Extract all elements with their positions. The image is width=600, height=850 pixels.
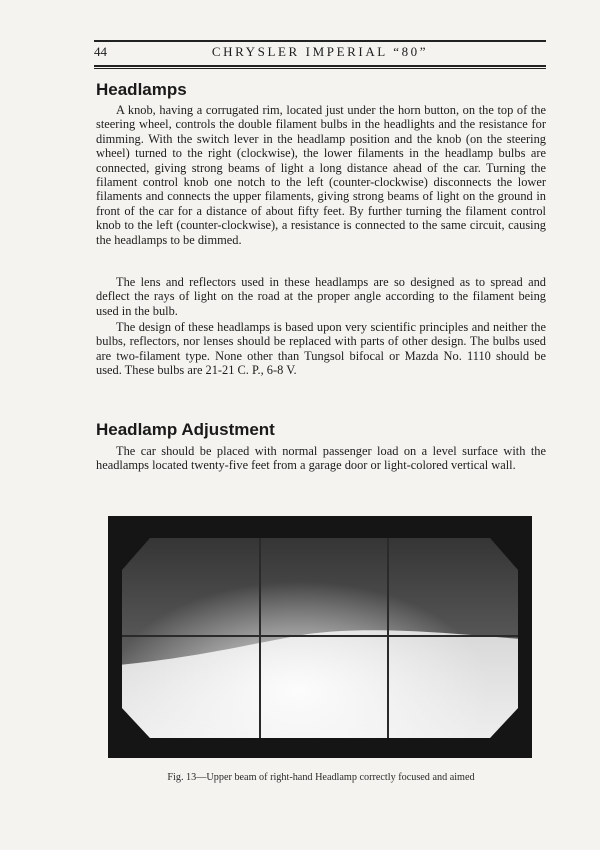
page-number: 44 [94, 44, 107, 59]
paragraph-knob-controls: A knob, having a corrugated rim, located just under the horn button, on the top of the steering wheel, controls the double filament bulbs in the headlights and the resistance for dimming. With the switch lever in the headlamp position and the knob (on the steering wheel) turned to the right (clockwise), the lower filaments in the headlamp bulbs are connected, giving strong beams of light a long distance ahead of the car. Turning the filament control knob one notch to the left (counter-clockwise) disconnects the lower filaments and connects the upper filaments, giving strong beams of light on the ground in front of the car for a distance of about fifty feet. By further turning the filament control knob to the left (counter-clockwise), a resistance is connected to the same circuit, causing the headlamps to be dimmed. [96, 103, 546, 247]
paragraph-car-placement: The car should be placed with normal passenger load on a level surface with the headlamps located twenty-five feet from a garage door or light-colored vertical wall. [96, 444, 546, 473]
header-rule-bottom-thin [94, 68, 546, 69]
headlamp-beam-photo [108, 516, 532, 758]
running-title: CHRYSLER IMPERIAL “80” [211, 44, 429, 59]
figure-caption: Fig. 13—Upper beam of right-hand Headlamp correctly focused and aimed [167, 772, 475, 783]
header-rule-bottom [94, 65, 546, 67]
page-header [94, 40, 546, 68]
section-heading-headlamps: Headlamps [96, 80, 187, 99]
header-rule-top [94, 40, 546, 42]
paragraph-lens-reflectors: The lens and reflectors used in these headlamps are so designed as to spread and deflect the rays of light on the road at the proper angle according to the filament being used in the bulb. [96, 275, 546, 318]
section-heading-adjustment: Headlamp Adjustment [96, 420, 275, 439]
paragraph-bulb-design: The design of these headlamps is based upon very scientific principles and neither the bulbs, reflectors, nor lenses should be replaced with parts of other design. The bulbs used are two-filament type. None other than Tungsol bifocal or Mazda No. 1110 should be used. These bulbs are 21-21 C. P., 6-8 V. [96, 320, 546, 378]
